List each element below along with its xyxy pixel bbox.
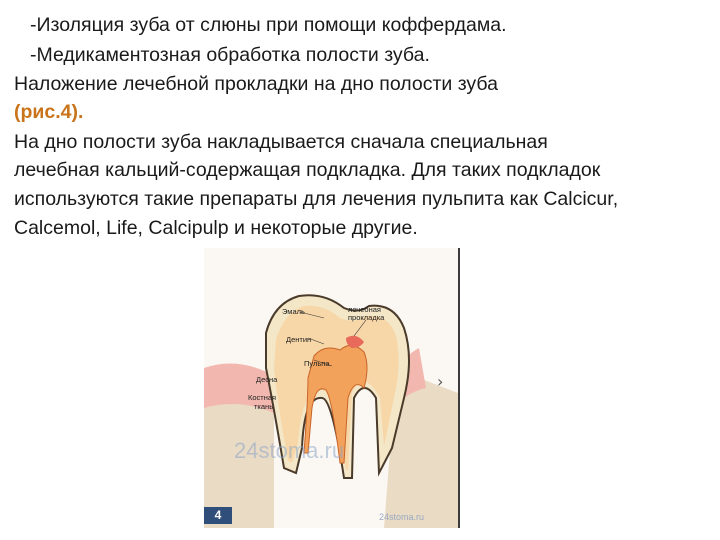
figure-reference[interactable]: (рис.4). xyxy=(14,101,84,123)
label-dentin: Дентин xyxy=(286,335,312,344)
next-arrow-icon[interactable]: › xyxy=(437,372,444,391)
label-liner-2: прокладка xyxy=(348,313,385,322)
label-pulp: Пульпа xyxy=(304,359,330,368)
paragraph-line-2: лечебная кальций-содержащая подкладка. Для таких подкладок xyxy=(14,159,601,181)
paragraph-line-3: используются такие препараты для лечения пульпита как Calcicur, xyxy=(14,188,619,210)
bullet-isolation: -Изоляция зуба от слюны при помощи коффердама. xyxy=(30,14,507,36)
tooth-diagram xyxy=(204,248,460,528)
section-heading: Наложение лечебной прокладки на дно полости зуба xyxy=(14,73,498,95)
figure-number-badge: 4 xyxy=(204,507,232,524)
label-liner-1: лечебная xyxy=(348,305,381,314)
footer-watermark: 24stoma.ru xyxy=(378,512,424,522)
paragraph-line-4: Calcemol, Life, Calcipulp и некоторые другие. xyxy=(14,217,418,239)
label-enamel: Эмаль xyxy=(282,307,305,316)
label-bone-1: Костная xyxy=(248,393,277,402)
paragraph-line-1: На дно полости зуба накладывается сначала специальная xyxy=(14,131,548,153)
tooth-illustration xyxy=(204,248,458,528)
label-gum: Десна xyxy=(256,375,278,384)
label-bone-2: ткань xyxy=(254,402,274,411)
bullet-medication: -Медикаментозная обработка полости зуба. xyxy=(30,44,430,66)
watermark-text: 24stoma.ru xyxy=(234,438,345,463)
